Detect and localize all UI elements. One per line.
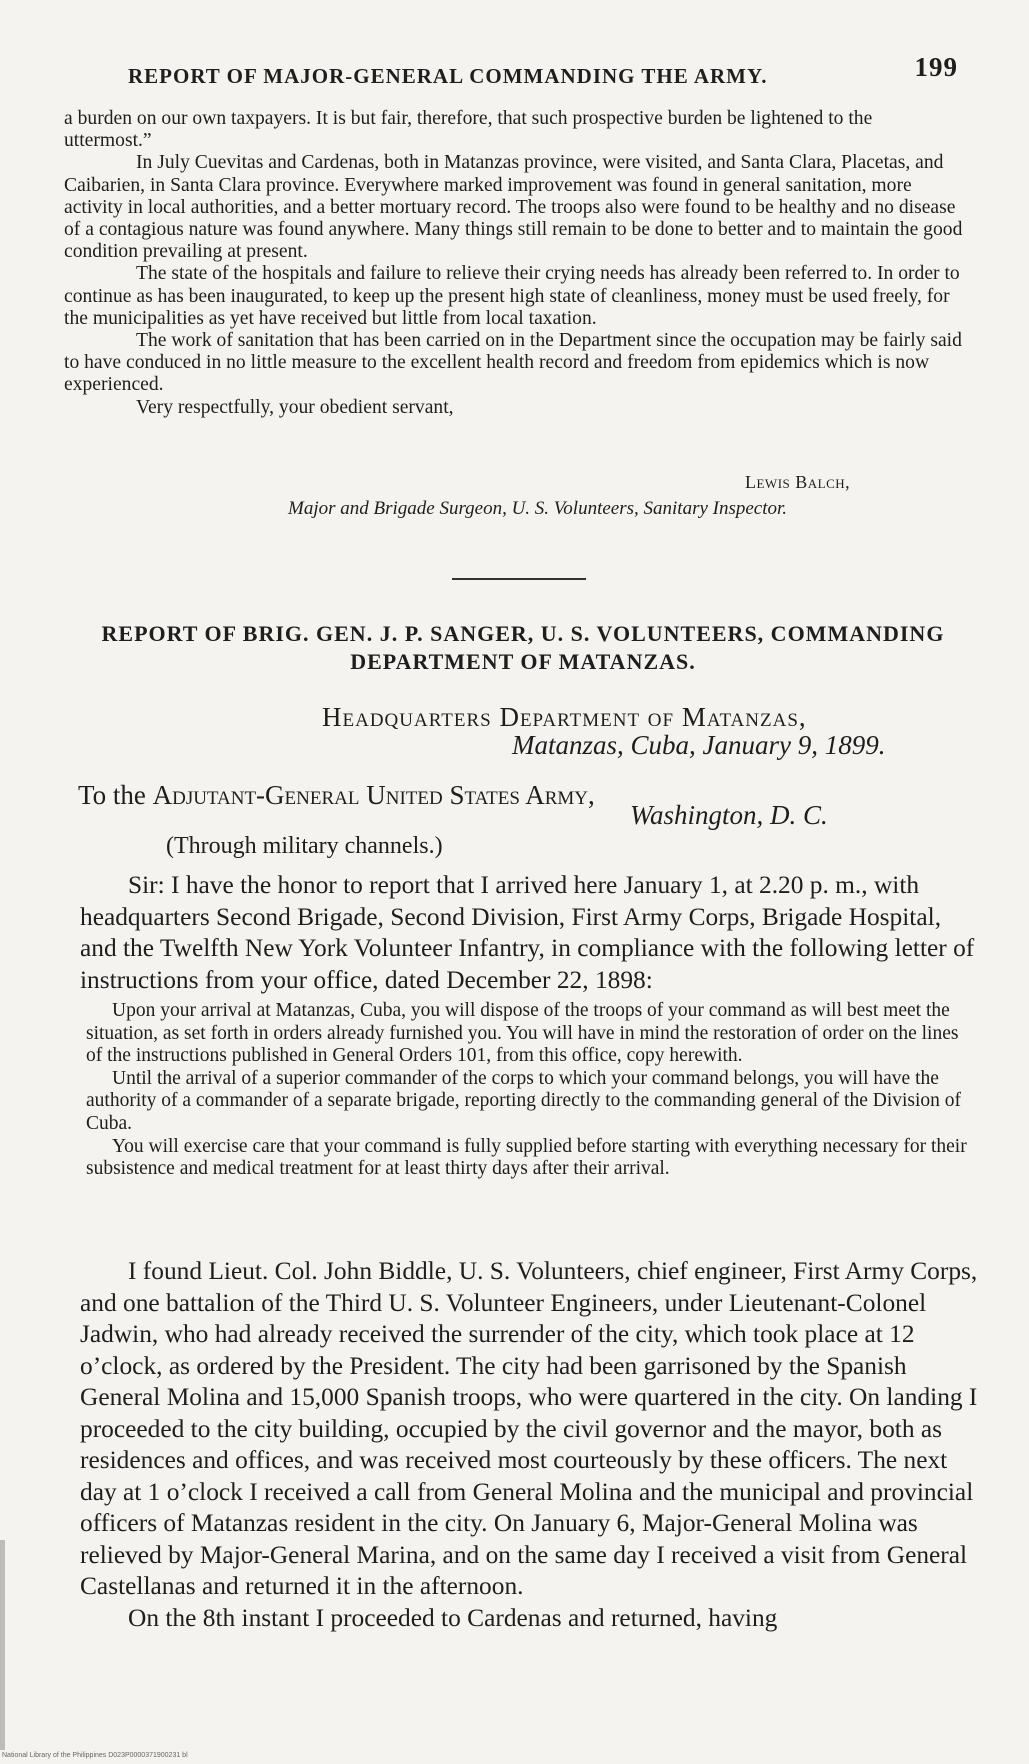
sanger-body <box>80 1256 980 1634</box>
body-paragraph-1: I found Lieut. Col. John Biddle, U. S. Volunteers, chief engineer, First Army Corps, and one battalion of the Third U. S. Volunteer Engineers, under Lieutenant-Colonel Jadwin, who had already received the surrender of the city, which took place at 12 o’clock, as ordered by the President. The city had been garrisoned by the Spanish General Molina and 15,000 Spanish troops, who were quartered in the city. On landing I proceeded to the city building, occupied by the civil governor and the mayor, both as residences and offices, and was received most courteously by these officers. The next day at 1 o’clock I received a call from General Molina and the municipal and provincial officers of Matanzas resident in the city. On January 6, Major-General Molina was relieved by Major-General Marina, and on the same day I received a visit from General Castellanas and returned it in the afternoon. <box>80 1257 978 1600</box>
balch-signature-name: Lewis Balch, <box>745 472 851 492</box>
quoted-instructions <box>86 1000 976 1181</box>
through-channels: (Through military channels.) <box>166 833 443 859</box>
sanger-report-heading: REPORT OF BRIG. GEN. J. P. SANGER, U. S. VOLUNTEERS, COMMANDING DEPARTMENT OF MATANZAS. <box>101 621 945 674</box>
source-watermark: National Library of the Philippines D023P0000371900231 bl <box>2 1752 188 1759</box>
page-number: 199 <box>914 52 958 82</box>
sanger-opening <box>80 870 980 996</box>
addressee-line <box>78 780 595 811</box>
balch-paragraph-3: The state of the hospitals and failure to relieve their crying needs has already been referred to. In order to continue as has been inaugurated, to keep up the present high state of cleanliness, money must be used freely, for the municipalities as yet have received but little from local taxation. <box>64 263 960 329</box>
addressee-location: Washington, D. C. <box>630 800 828 830</box>
balch-signature-title: Major and Brigade Surgeon, U. S. Volunteers, Sanitary Inspector. <box>288 498 788 519</box>
headquarters-line: Headquarters Department of Matanzas, <box>322 702 807 732</box>
balch-paragraph-2: In July Cuevitas and Cardenas, both in Matanzas province, were visited, and Santa Clara, Placetas, and Caibarien, in Santa Clara province. Everywhere marked improvement was found in general sanitation, more activity in local authorities, and a better mortuary record. The troops also were found to be healthy and no disease of a contagious nature was found anywhere. Many things still remain to be done to better and to maintain the good condition prevailing at present. <box>64 152 963 263</box>
opening-paragraph: Sir: I have the honor to report that I arrived here January 1, at 2.20 p. m., with headquarters Second Brigade, Second Division, First Army Corps, Brigade Hospital, and the Twelfth New York Volunteer Infantry, in compliance with the following letter of instructions from your office, dated December 22, 1898: <box>80 871 975 994</box>
balch-closing: Very respectfully, your obedient servant, <box>136 396 454 418</box>
instruction-paragraph-1: Upon your arrival at Matanzas, Cuba, you will dispose of the troops of your command as will best meet the situation, as set forth in orders already furnished you. You will have in mind the restoration of order on the lines of the instructions published in General Orders 101, from this office, copy herewith. <box>86 1000 959 1067</box>
section-divider <box>452 578 586 580</box>
addressee-prefix: To the <box>78 780 153 810</box>
body-paragraph-2: On the 8th instant I proceeded to Cardenas and returned, having <box>128 1603 778 1632</box>
instruction-paragraph-2: Until the arrival of a superior commander of the corps to which your command belongs, you will have the authority of a commander of a separate brigade, reporting directly to the commanding general of the Division of Cuba. <box>86 1067 962 1134</box>
running-head-title: REPORT OF MAJOR-GENERAL COMMANDING THE ARMY. <box>128 64 768 88</box>
dateline: Matanzas, Cuba, January 9, 1899. <box>512 730 886 760</box>
scan-edge-shadow <box>0 1540 5 1750</box>
addressee-name: Adjutant-General United States Army, <box>152 780 595 810</box>
balch-paragraph-1: a burden on our own taxpayers. It is but fair, therefore, that such prospective burden be lightened to the uttermost.” <box>64 108 873 152</box>
balch-paragraph-4: The work of sanitation that has been carried on in the Department since the occupation may be fairly said to have conduced in no little measure to the excellent health record and freedom from epidemics which is now experienced. <box>64 330 962 396</box>
balch-report-text <box>64 108 964 419</box>
instruction-paragraph-3: You will exercise care that your command is fully supplied before starting with everything necessary for their subsistence and medical treatment for at least thirty days after their arrival. <box>86 1135 967 1180</box>
